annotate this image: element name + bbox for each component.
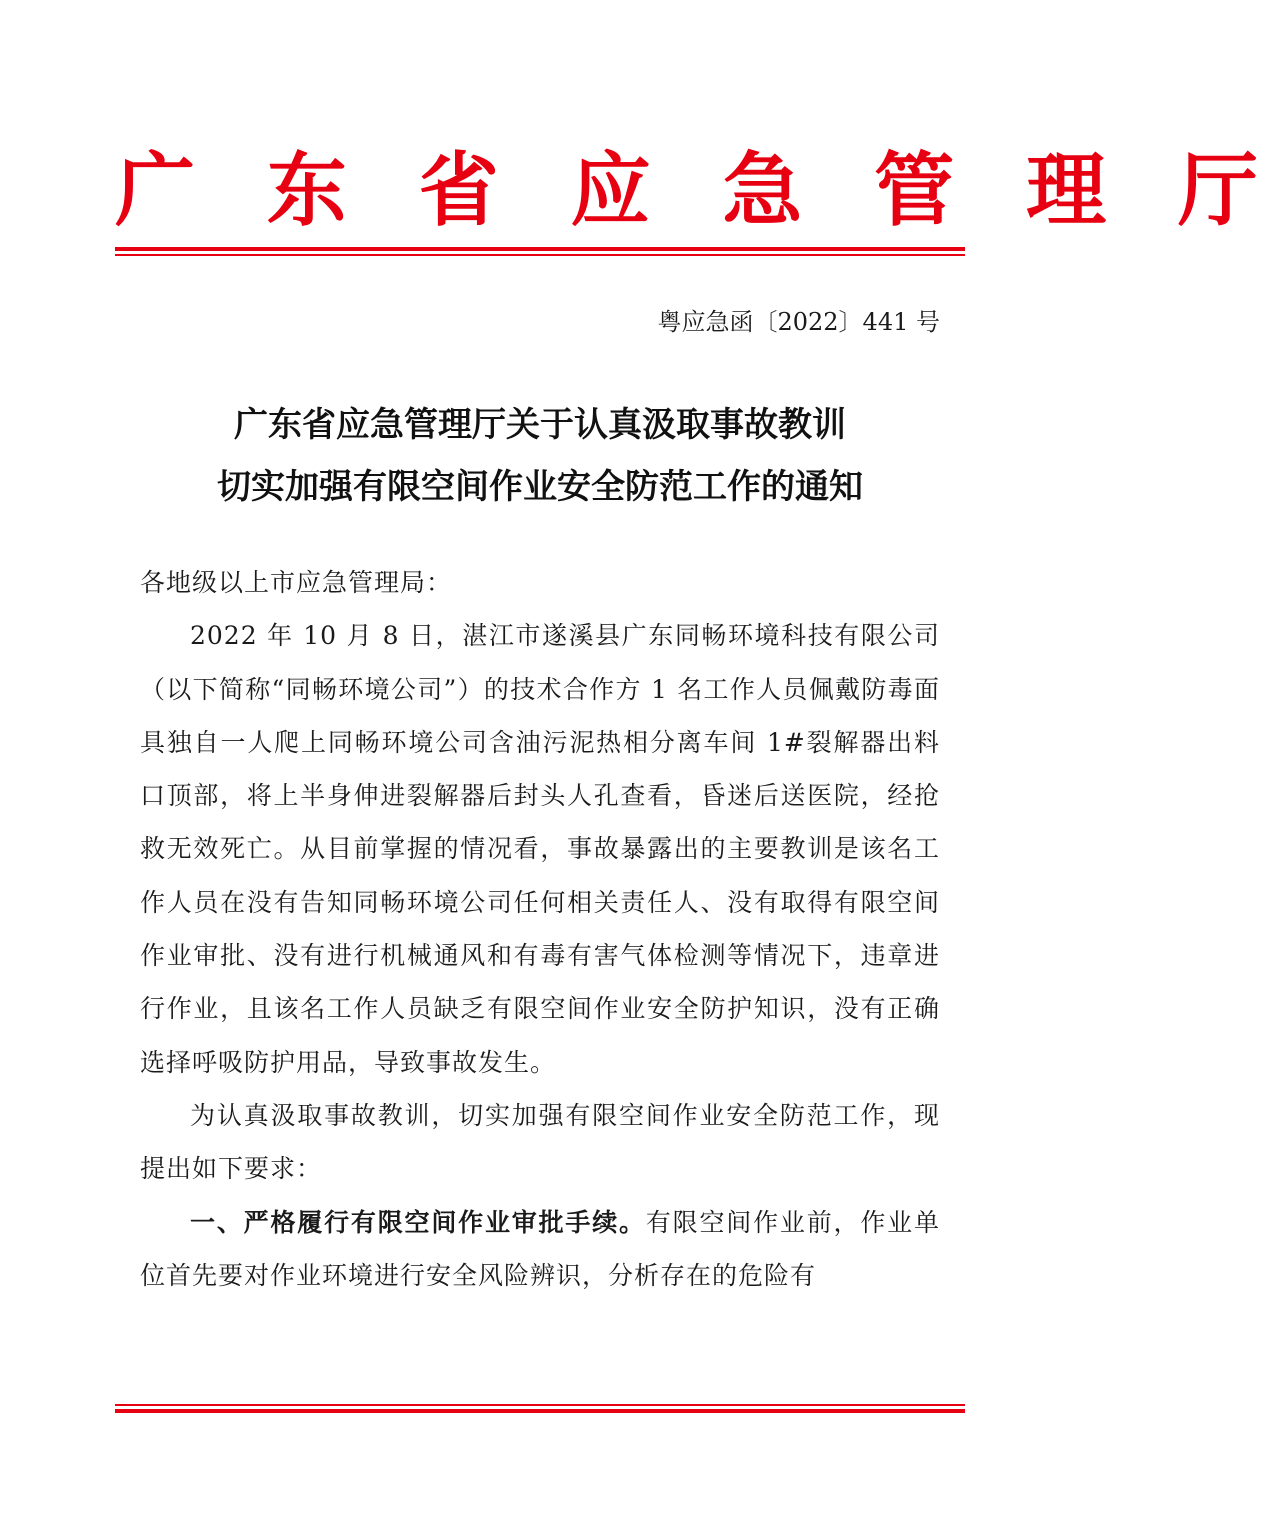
document-title-line-2: 切实加强有限空间作业安全防范工作的通知 (217, 467, 863, 507)
header-divider-thick (115, 247, 965, 251)
document-title-line-1: 广东省应急管理厅关于认真汲取事故教训 (234, 405, 846, 445)
document-body (140, 556, 940, 1302)
footer-divider-thick (115, 1409, 965, 1413)
header-divider-thin (115, 254, 965, 256)
section-1-heading: 一、严格履行有限空间作业审批手续。 (190, 1207, 646, 1237)
paragraph-incident: 2022 年 10 月 8 日，湛江市遂溪县广东同畅环境科技有限公司（以下简称“同畅环境公司”）的技术合作方 1 名工作人员佩戴防毒面具独自一人爬上同畅环境公司含油污泥热相分离车间 1#裂解器出料口顶部，将上半身伸进裂解器后封头人孔查看，昏迷后送医院，经抢救无效死亡。从目前掌握的情况看，事故暴露出的主要教训是该名工作人员在没有告知同畅环境公司任何相关责任人、没有取得有限空间作业审批、没有进行机械通风和有毒有害气体检测等情况下，违章进行作业，且该名工作人员缺乏有限空间作业安全防护知识，没有正确选择呼吸防护用品，导致事故发生。 (140, 621, 940, 1077)
footer-divider-thin (115, 1404, 965, 1406)
salutation: 各地级以上市应急管理局： (140, 568, 453, 597)
section-1 (140, 1196, 940, 1303)
section-1-text: 有限空间作业前，作业单位首先要对作业环境进行安全风险辨识，分析存在的危险有 (140, 1207, 940, 1290)
document-title (115, 394, 965, 518)
paragraph-requirements-intro: 为认真汲取事故教训，切实加强有限空间作业安全防范工作，现提出如下要求： (140, 1100, 940, 1184)
agency-letterhead: 广 东 省 应 急 管 理 厅 (115, 143, 1280, 237)
document-number: 粤应急函〔2022〕441 号 (657, 308, 940, 336)
